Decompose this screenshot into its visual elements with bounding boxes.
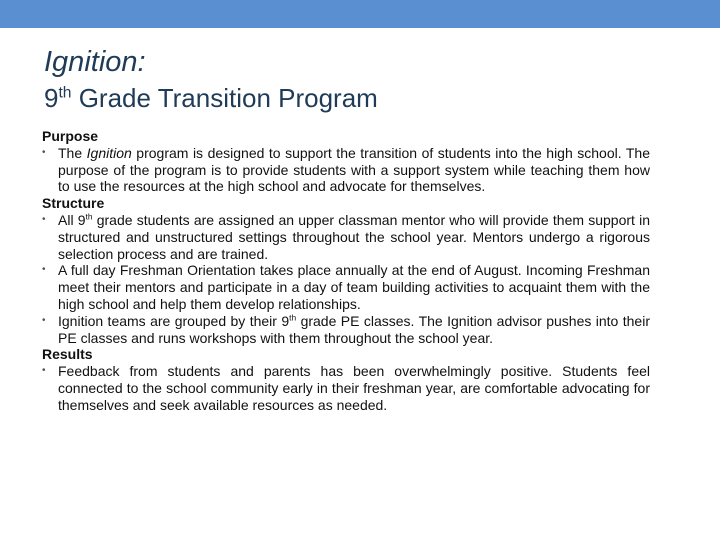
purpose-text-ignition: Ignition: [86, 144, 132, 161]
bullet-icon: •: [42, 146, 46, 158]
bullet-icon: •: [42, 314, 46, 326]
title-line-program: [44, 80, 378, 116]
structure-3-grade-suffix: th: [289, 312, 297, 323]
structure-3-text-pre: Ignition teams are grouped by their: [58, 312, 282, 329]
bullet-icon: •: [42, 213, 46, 225]
purpose-heading: Purpose: [42, 128, 99, 144]
structure-2-text: A full day Freshman Orientation takes place annually at the end of August. Incoming Freshman meet their mentors and participate in a day of team building activities to acquaint them with the high school and help them develop relationships.: [58, 262, 650, 312]
purpose-text-post: program is designed to support the transition of students into the high school. The purpose of the program is to provide students with a support system while teaching them how to use the resources at the high school and advocate for themselves.: [58, 144, 650, 195]
title-grade-suffix: th: [58, 84, 72, 102]
bullet-icon: •: [42, 365, 46, 377]
structure-1-grade-number: 9: [77, 211, 86, 228]
bullet-icon: •: [42, 264, 46, 276]
purpose-text-pre: The: [58, 144, 87, 161]
results-1-text: Feedback from students and parents has been overwhelmingly positive. Students feel connected to the school community early in their freshman year, are comfortable advocating for themselves and seek available resources as needed.: [58, 363, 650, 413]
structure-3-text-post: grade PE classes. The Ignition advisor pushes into their PE classes and runs workshops with them throughout the school year.: [58, 312, 650, 346]
structure-1-text-pre: All: [58, 211, 78, 228]
structure-heading: Structure: [42, 195, 105, 212]
slide-body: [42, 128, 650, 414]
structure-bullet-1: [42, 212, 650, 262]
structure-1-grade-suffix: th: [85, 211, 93, 222]
title-program-name: Grade Transition Program: [71, 83, 378, 113]
results-bullet-1: [42, 363, 650, 413]
structure-bullet-2: [42, 262, 650, 312]
title-line-ignition: Ignition:: [44, 46, 146, 78]
structure-bullet-3: [42, 313, 650, 347]
structure-1-text-post: grade students are assigned an upper classman mentor who will provide them support in structured and unstructured settings throughout the school year. Mentors undergo a rigorous selection process and are trained.: [58, 211, 650, 262]
title-grade-number: 9: [44, 83, 59, 113]
structure-3-grade-number: 9: [281, 312, 290, 329]
top-accent-bar: [0, 0, 720, 28]
slide-title: [44, 44, 378, 116]
results-heading: Results: [42, 346, 93, 363]
purpose-bullet-1: [42, 145, 650, 195]
